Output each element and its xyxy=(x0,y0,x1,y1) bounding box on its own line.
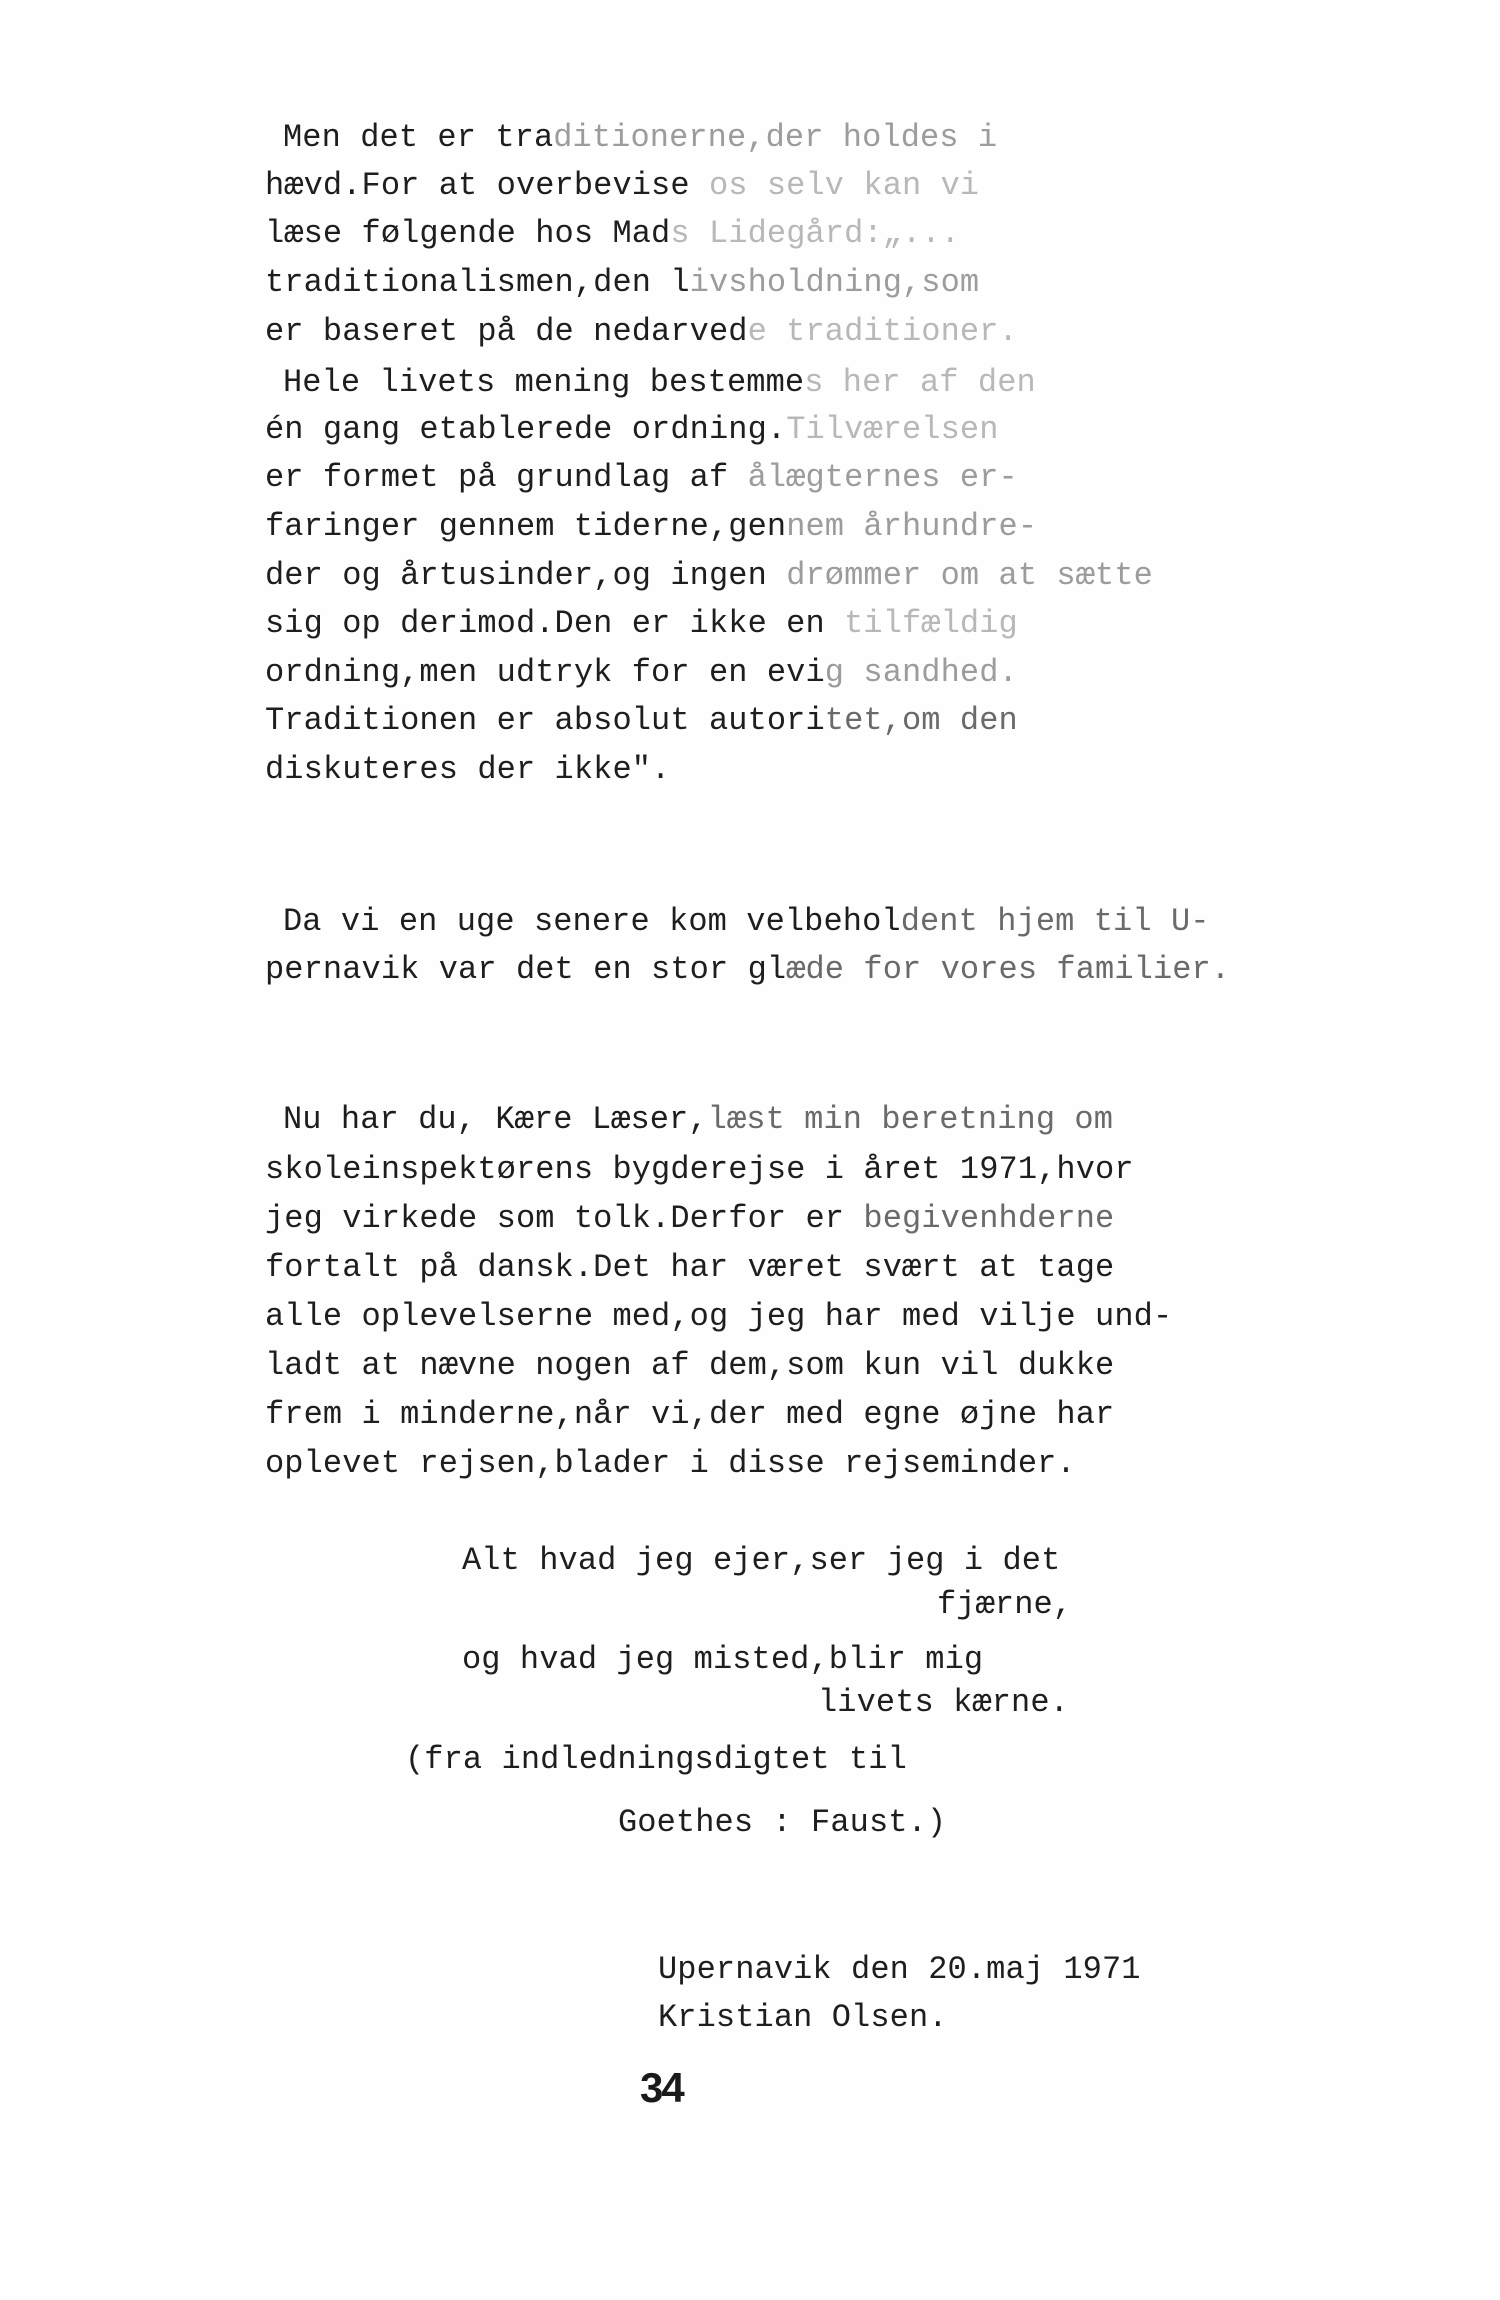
poem-line: livets kærne. xyxy=(818,1684,1069,1721)
text-line xyxy=(283,902,1210,942)
line-text-faded: æde for vores familier. xyxy=(786,951,1231,988)
line-text: skoleinspektørens bygderejse i året 1971,hvor xyxy=(265,1151,1134,1188)
line-text: der og årtusinder,og ingen xyxy=(265,557,787,594)
line-text: Da vi en uge senere kom velbehol xyxy=(283,903,901,940)
line-text: er baseret på de nedarved xyxy=(265,313,748,350)
line-text-faded: nem århundre- xyxy=(786,508,1038,545)
text-line xyxy=(265,166,979,206)
text-line xyxy=(265,604,1018,644)
text-line xyxy=(265,1297,1172,1337)
text-line xyxy=(265,653,1018,693)
poem-line: fjærne, xyxy=(937,1586,1073,1623)
poem-line: Alt hvad jeg ejer,ser jeg i det xyxy=(462,1542,1061,1579)
line-text: læse følgende hos Mad xyxy=(265,215,671,252)
text-line xyxy=(283,1100,1113,1140)
line-text-faded: tet,om den xyxy=(824,702,1018,739)
poem-source-line: Goethes : Faust.) xyxy=(618,1804,947,1841)
line-text: Hele livets mening bestemme xyxy=(283,364,805,401)
line-text: traditionalismen,den l xyxy=(265,264,690,301)
text-line xyxy=(265,507,1037,547)
line-text-faded: ditionerne,der holdes i xyxy=(553,119,998,156)
line-text-faded: læst min beretning om xyxy=(707,1101,1114,1138)
author-name: Kristian Olsen. xyxy=(658,1999,948,2036)
place-date: Upernavik den 20.maj 1971 xyxy=(658,1951,1141,1988)
line-text: ladt at nævne nogen af dem,som kun vil dukke xyxy=(265,1347,1115,1384)
text-line xyxy=(283,363,1036,403)
line-text: frem i minderne,når vi,der med egne øjne har xyxy=(265,1396,1115,1433)
line-text-faded: begivenhderne xyxy=(863,1200,1115,1237)
line-text: jeg virkede som tolk.Derfor er xyxy=(265,1200,864,1237)
line-text: oplevet rejsen,blader i disse rejseminder. xyxy=(265,1445,1076,1482)
line-text: alle oplevelserne med,og jeg har med vilje und- xyxy=(265,1298,1173,1335)
line-text-faded: ivsholdning,som xyxy=(689,264,980,301)
line-text: sig op derimod.Den er ikke en xyxy=(265,605,845,642)
line-text: Traditionen er absolut autori xyxy=(265,702,825,739)
line-text-faded: ålægternes er- xyxy=(747,459,1018,496)
line-text-faded: s her af den xyxy=(804,364,1036,401)
line-text: pernavik var det en stor gl xyxy=(265,951,787,988)
text-line xyxy=(265,214,960,254)
line-text: er formet på grundlag af xyxy=(265,459,748,496)
text-line xyxy=(265,1346,1114,1386)
text-line xyxy=(283,118,997,158)
line-text: Nu har du, Kære Læser, xyxy=(283,1101,708,1138)
line-text: Men det er tra xyxy=(283,119,554,156)
text-line xyxy=(265,410,999,450)
line-text-faded: tilfældig xyxy=(844,605,1018,642)
text-line xyxy=(265,950,1230,990)
text-line xyxy=(265,750,670,790)
line-text: hævd.For at overbevise xyxy=(265,167,690,204)
text-line xyxy=(265,263,979,303)
text-line xyxy=(265,312,1018,352)
poem-source-line: (fra indledningsdigtet til xyxy=(405,1741,907,1778)
line-text-faded: s Lidegård:„... xyxy=(670,215,960,252)
text-line xyxy=(265,1199,1114,1239)
line-text: ordning,men udtryk for en evi xyxy=(265,654,825,691)
text-line xyxy=(265,701,1018,741)
poem-line: og hvad jeg misted,blir mig xyxy=(462,1641,984,1678)
line-text-faded: e traditioner. xyxy=(747,313,1018,350)
page-number: 34 xyxy=(640,2064,683,2111)
text-line xyxy=(265,458,1018,498)
line-text-faded: os selv kan vi xyxy=(689,167,980,204)
line-text-faded: drømmer om at sætte xyxy=(786,557,1153,594)
text-line xyxy=(265,1444,1076,1484)
text-line xyxy=(265,1248,1114,1288)
text-line xyxy=(265,1395,1114,1435)
line-text-faded: Tilværelsen xyxy=(786,411,999,448)
line-text-faded: g sandhed. xyxy=(824,654,1018,691)
text-line xyxy=(265,1150,1134,1190)
line-text: faringer gennem tiderne,gen xyxy=(265,508,787,545)
line-text: én gang etablerede ordning. xyxy=(265,411,787,448)
line-text: fortalt på dansk.Det har været svært at tage xyxy=(265,1249,1115,1286)
line-text-faded: dent hjem til U- xyxy=(900,903,1210,940)
line-text: diskuteres der ikke". xyxy=(265,751,671,788)
text-line xyxy=(265,556,1153,596)
